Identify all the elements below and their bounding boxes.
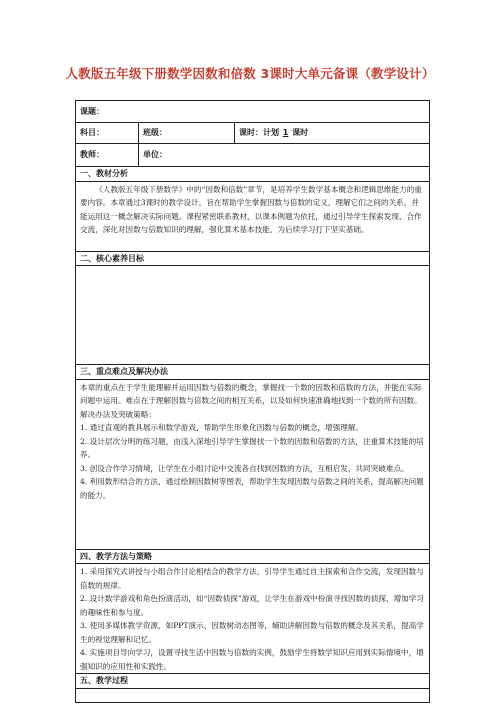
section-1-body bbox=[76, 181, 430, 251]
section-3-header bbox=[76, 365, 430, 380]
section-4-item: 1. 采用探究式讲授与小组合作讨论相结合的教学方法，引导学生通过自主探索和合作交流，发现因数与倍数的规律。 bbox=[80, 567, 424, 590]
hours-prefix: 课时：计划 bbox=[239, 128, 279, 138]
section-3-intro: 本章的重点在于学生能理解并运用因数与倍数的概念，掌握找一个数的因数和倍数的方法，并能在实际问题中运用。难点在于理解因数与倍数之间的相互关系，以及如何快速准确地找到一个数的所有因数。 bbox=[80, 382, 422, 405]
section-5-header bbox=[76, 674, 430, 689]
unit-label: 单位： bbox=[139, 144, 430, 167]
section-5-empty-cell bbox=[76, 688, 430, 702]
lesson-plan-table bbox=[75, 100, 430, 703]
section-3-body bbox=[76, 379, 430, 549]
section-4-item: 2. 设计数学游戏和角色扮演活动，如“因数侦探”游戏，让学生在游戏中扮演寻找因数的侦探，增加学习的趣味性和参与度。 bbox=[80, 594, 424, 617]
hours-suffix: 课时 bbox=[292, 128, 309, 138]
section-2-header bbox=[76, 251, 430, 266]
section-2-body bbox=[76, 266, 430, 365]
section-5-title: 五、教学过程 bbox=[76, 674, 430, 689]
section-3-item: 4. 利用数形结合的方法，通过绘制因数树等图表，帮助学生发现因数与倍数之间的关系，提高解决问题的能力。 bbox=[80, 477, 424, 500]
section-1-header bbox=[76, 167, 430, 182]
section-4-item: 3. 使用多媒体教学资源，如PPT演示、因数树动态图等，辅助讲解因数与倍数的概念及其关系，提高学生的视觉理解和记忆。 bbox=[80, 621, 424, 644]
topic-row bbox=[76, 101, 430, 123]
section-1-paragraph: 《人教版五年级下册数学》中的“因数和倍数”章节，是培养学生数学基本概念和逻辑思维能力的重要内容。本章通过3课时的教学设计，旨在帮助学生掌握因数与倍数的定义，理解它们之间的关系，并能运用这一概念解决实际问题。课程紧密联系教材，以课本例题为依托，通过引导学生探索发现、合作交流，深化对因数与倍数知识的理解，强化算术基本技能，为后续学习打下坚实基础。 bbox=[80, 184, 422, 234]
section-2-title: 二、核心素养目标 bbox=[76, 251, 430, 266]
subject-row bbox=[76, 123, 430, 144]
teacher-label: 教师： bbox=[76, 144, 139, 167]
section-4-body bbox=[76, 564, 430, 674]
section-3-item: 2. 设计层次分明的练习题，由浅入深地引导学生掌握找一个数的因数和倍数的方法，注重算术技能的培养。 bbox=[80, 436, 424, 459]
section-3-item: 1. 通过直观的教具展示和数学游戏，帮助学生形象化因数与倍数的概念，增强理解。 bbox=[80, 423, 364, 432]
subject-label: 科目： bbox=[76, 123, 139, 144]
page-title: 人教版五年级下册数学因数和倍数 3课时大单元备课（教学设计） bbox=[65, 66, 435, 81]
section-4-header bbox=[76, 549, 430, 564]
section-2-empty-cell bbox=[76, 266, 430, 365]
teacher-row bbox=[76, 144, 430, 167]
section-5-body bbox=[76, 688, 430, 702]
section-4-title: 四、教学方法与策略 bbox=[76, 549, 430, 564]
section-3-item: 3. 创设合作学习情境，让学生在小组讨论中交流各自找到因数的方法，互相启发，共同突破难点。 bbox=[80, 463, 409, 473]
topic-label: 课题： bbox=[76, 101, 430, 123]
section-3-strategy-label: 解决办法及突破策略： bbox=[80, 409, 156, 419]
hours-cell bbox=[235, 123, 430, 144]
section-3-title: 三、重点难点及解决办法 bbox=[76, 365, 430, 380]
section-1-title: 一、教材分析 bbox=[76, 167, 430, 182]
class-label: 班级： bbox=[139, 123, 235, 144]
section-4-item: 4. 实施项目导向学习，设置寻找生活中因数与倍数的实例，鼓励学生将数学知识应用到实际情境中，增强知识的应用性和实践性。 bbox=[80, 648, 424, 671]
hours-value: 1 bbox=[282, 128, 289, 138]
